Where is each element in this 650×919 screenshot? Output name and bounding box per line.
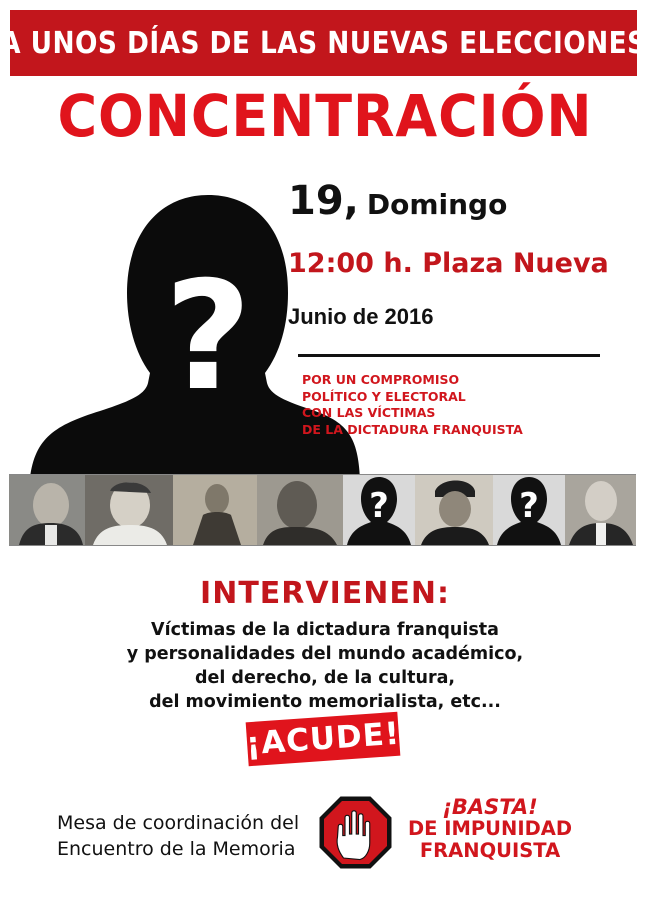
- organizer-text: [57, 810, 299, 862]
- commitment-text: [302, 372, 523, 438]
- svg-text:?: ?: [369, 486, 389, 526]
- month-year: Junio de 2016: [288, 304, 434, 329]
- divider: [298, 354, 600, 357]
- organizer-line: Mesa de coordinación del: [57, 812, 300, 834]
- speakers-list: [0, 618, 650, 714]
- slogan: [400, 796, 580, 862]
- organizer-line: Encuentro de la Memoria: [57, 838, 296, 860]
- victim-portrait: [173, 475, 257, 545]
- svg-text:?: ?: [519, 486, 539, 526]
- speakers-line: y personalidades del mundo académico,: [126, 644, 524, 664]
- day-number: 19,: [288, 178, 359, 224]
- commitment-line: DE LA DICTADURA FRANQUISTA: [302, 421, 523, 437]
- victim-portrait: [257, 475, 343, 545]
- commitment-line: CON LAS VÍCTIMAS: [302, 405, 436, 420]
- speakers-heading: INTERVIENEN:: [200, 576, 450, 611]
- time-place: 12:00 h. Plaza Nueva: [288, 248, 609, 279]
- event-date: [288, 178, 507, 224]
- victim-portrait: [9, 475, 85, 545]
- headline: CONCENTRACIÓN: [57, 82, 593, 150]
- speakers-line: Víctimas de la dictadura franquista: [151, 620, 499, 640]
- unknown-victim-icon: [493, 475, 565, 545]
- call-to-action-badge: ¡ACUDE!: [246, 712, 401, 766]
- victims-photo-strip: [9, 474, 636, 546]
- commitment-line: POR UN COMPROMISO: [302, 372, 460, 387]
- slogan-line: FRANQUISTA: [419, 839, 561, 862]
- speakers-line: del derecho, de la cultura,: [194, 668, 456, 688]
- victim-portrait: [415, 475, 493, 545]
- unknown-victim-icon: [343, 475, 415, 545]
- stop-hand-icon: [318, 795, 393, 870]
- speakers-line: del movimiento memorialista, etc...: [149, 692, 501, 712]
- victim-portrait: [565, 475, 636, 545]
- svg-text:?: ?: [164, 250, 252, 424]
- victim-portrait: [85, 475, 173, 545]
- slogan-line: DE IMPUNIDAD: [407, 817, 573, 840]
- commitment-line: POLÍTICO Y ELECTORAL: [302, 388, 466, 404]
- day-name: Domingo: [366, 188, 508, 221]
- banner-text: A UNOS DÍAS DE LAS NUEVAS ELECCIONES: [0, 25, 647, 61]
- slogan-line: ¡BASTA!: [442, 795, 538, 819]
- top-banner: [0, 10, 647, 76]
